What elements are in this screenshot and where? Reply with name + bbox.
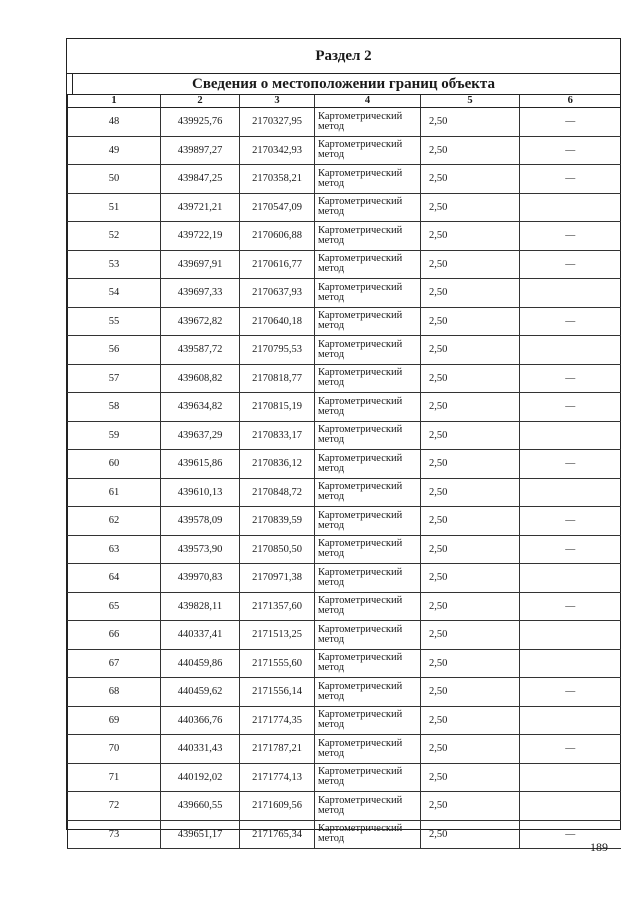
coordinate-x-cell: 439697,91: [161, 250, 240, 279]
table-row: [68, 108, 621, 137]
point-number-cell: 72: [68, 792, 161, 821]
description-cell: —: [520, 250, 621, 279]
method-cell: Картометрический метод: [315, 250, 421, 279]
table-row: [68, 763, 621, 792]
table-row: [68, 792, 621, 821]
point-number-cell: 66: [68, 621, 161, 650]
accuracy-cell: 2,50: [421, 763, 520, 792]
coordinate-x-cell: 439637,29: [161, 421, 240, 450]
column-header: 4: [315, 95, 421, 108]
method-cell: Картометрический метод: [315, 706, 421, 735]
accuracy-cell: 2,50: [421, 564, 520, 593]
coordinate-y-cell: 2170637,93: [240, 279, 315, 308]
description-cell: [520, 763, 621, 792]
coordinate-y-cell: 2171555,60: [240, 649, 315, 678]
coordinate-y-cell: 2170606,88: [240, 222, 315, 251]
coordinate-y-cell: 2171774,35: [240, 706, 315, 735]
coordinate-y-cell: 2170616,77: [240, 250, 315, 279]
accuracy-cell: 2,50: [421, 706, 520, 735]
accuracy-cell: 2,50: [421, 478, 520, 507]
point-number-cell: 61: [68, 478, 161, 507]
column-header: 5: [421, 95, 520, 108]
point-number-cell: 67: [68, 649, 161, 678]
point-number-cell: 52: [68, 222, 161, 251]
point-number-cell: 62: [68, 507, 161, 536]
description-cell: —: [520, 393, 621, 422]
table-body: [68, 108, 621, 849]
table-row: [68, 678, 621, 707]
description-cell: —: [520, 222, 621, 251]
table-row: [68, 507, 621, 536]
coordinate-x-cell: 439610,13: [161, 478, 240, 507]
coordinate-y-cell: 2171774,13: [240, 763, 315, 792]
method-cell: Картометрический метод: [315, 735, 421, 764]
accuracy-cell: 2,50: [421, 364, 520, 393]
page-number: 189: [590, 840, 608, 854]
accuracy-cell: 2,50: [421, 108, 520, 137]
description-cell: [520, 649, 621, 678]
method-cell: Картометрический метод: [315, 336, 421, 365]
method-cell: Картометрический метод: [315, 222, 421, 251]
description-cell: [520, 792, 621, 821]
description-cell: —: [520, 364, 621, 393]
description-cell: [520, 478, 621, 507]
description-cell: [520, 621, 621, 650]
accuracy-cell: 2,50: [421, 820, 520, 849]
coordinate-y-cell: 2170848,72: [240, 478, 315, 507]
point-number-cell: 49: [68, 136, 161, 165]
table-row: [68, 450, 621, 479]
coordinate-x-cell: 440337,41: [161, 621, 240, 650]
method-cell: Картометрический метод: [315, 507, 421, 536]
description-cell: —: [520, 592, 621, 621]
coordinate-y-cell: 2171513,25: [240, 621, 315, 650]
table-row: [68, 735, 621, 764]
description-cell: —: [520, 450, 621, 479]
table-row: [68, 393, 621, 422]
column-header: 2: [161, 95, 240, 108]
method-cell: Картометрический метод: [315, 621, 421, 650]
accuracy-cell: 2,50: [421, 393, 520, 422]
point-number-cell: 48: [68, 108, 161, 137]
boundary-coordinates-table: [67, 94, 621, 849]
description-cell: [520, 421, 621, 450]
accuracy-cell: 2,50: [421, 621, 520, 650]
point-number-cell: 58: [68, 393, 161, 422]
point-number-cell: 50: [68, 165, 161, 194]
coordinate-x-cell: 439828,11: [161, 592, 240, 621]
accuracy-cell: 2,50: [421, 421, 520, 450]
method-cell: Картометрический метод: [315, 421, 421, 450]
table-row: [68, 136, 621, 165]
coordinate-y-cell: 2171357,60: [240, 592, 315, 621]
coordinate-y-cell: 2170815,19: [240, 393, 315, 422]
coordinate-y-cell: 2170342,93: [240, 136, 315, 165]
coordinate-x-cell: 439897,27: [161, 136, 240, 165]
description-cell: —: [520, 108, 621, 137]
point-number-cell: 56: [68, 336, 161, 365]
point-number-cell: 65: [68, 592, 161, 621]
coordinate-x-cell: 439697,33: [161, 279, 240, 308]
coordinate-y-cell: 2170971,38: [240, 564, 315, 593]
accuracy-cell: 2,50: [421, 136, 520, 165]
method-cell: Картометрический метод: [315, 165, 421, 194]
coordinate-y-cell: 2170833,17: [240, 421, 315, 450]
table-header-row: [68, 95, 621, 108]
table-row: [68, 279, 621, 308]
description-cell: [520, 564, 621, 593]
accuracy-cell: 2,50: [421, 250, 520, 279]
point-number-cell: 68: [68, 678, 161, 707]
method-cell: Картометрический метод: [315, 763, 421, 792]
description-cell: —: [520, 136, 621, 165]
table-row: [68, 364, 621, 393]
divider: [72, 74, 73, 94]
section-title: Раздел 2: [67, 39, 620, 74]
description-cell: —: [520, 820, 621, 849]
coordinate-y-cell: 2170358,21: [240, 165, 315, 194]
coordinate-x-cell: 439672,82: [161, 307, 240, 336]
point-number-cell: 51: [68, 193, 161, 222]
accuracy-cell: 2,50: [421, 678, 520, 707]
description-cell: [520, 279, 621, 308]
table-row: [68, 535, 621, 564]
column-header: 6: [520, 95, 621, 108]
coordinate-y-cell: 2170327,95: [240, 108, 315, 137]
table-row: [68, 250, 621, 279]
point-number-cell: 60: [68, 450, 161, 479]
description-cell: [520, 193, 621, 222]
method-cell: Картометрический метод: [315, 450, 421, 479]
point-number-cell: 69: [68, 706, 161, 735]
method-cell: Картометрический метод: [315, 592, 421, 621]
description-cell: —: [520, 307, 621, 336]
accuracy-cell: 2,50: [421, 535, 520, 564]
coordinate-x-cell: 440459,86: [161, 649, 240, 678]
coordinate-x-cell: 440331,43: [161, 735, 240, 764]
accuracy-cell: 2,50: [421, 507, 520, 536]
column-header: 3: [240, 95, 315, 108]
table-row: [68, 421, 621, 450]
column-header: 1: [68, 95, 161, 108]
description-cell: [520, 336, 621, 365]
table-row: [68, 820, 621, 849]
description-cell: —: [520, 535, 621, 564]
method-cell: Картометрический метод: [315, 364, 421, 393]
point-number-cell: 59: [68, 421, 161, 450]
accuracy-cell: 2,50: [421, 592, 520, 621]
method-cell: Картометрический метод: [315, 307, 421, 336]
table-row: [68, 706, 621, 735]
coordinate-x-cell: 439587,72: [161, 336, 240, 365]
coordinate-x-cell: 439721,21: [161, 193, 240, 222]
method-cell: Картометрический метод: [315, 564, 421, 593]
document-frame: [66, 38, 621, 845]
point-number-cell: 54: [68, 279, 161, 308]
table-row: [68, 222, 621, 251]
point-number-cell: 57: [68, 364, 161, 393]
coordinate-x-cell: 439651,17: [161, 820, 240, 849]
table-row: [68, 193, 621, 222]
table-row: [68, 564, 621, 593]
coordinate-x-cell: 439970,83: [161, 564, 240, 593]
point-number-cell: 63: [68, 535, 161, 564]
point-number-cell: 70: [68, 735, 161, 764]
table-row: [68, 478, 621, 507]
table-row: [68, 592, 621, 621]
method-cell: Картометрический метод: [315, 193, 421, 222]
coordinate-y-cell: 2171556,14: [240, 678, 315, 707]
coordinate-x-cell: 440459,62: [161, 678, 240, 707]
method-cell: Картометрический метод: [315, 678, 421, 707]
method-cell: Картометрический метод: [315, 820, 421, 849]
accuracy-cell: 2,50: [421, 222, 520, 251]
accuracy-cell: 2,50: [421, 735, 520, 764]
description-cell: —: [520, 678, 621, 707]
coordinate-y-cell: 2170795,53: [240, 336, 315, 365]
description-cell: [520, 706, 621, 735]
coordinate-x-cell: 440366,76: [161, 706, 240, 735]
coordinate-y-cell: 2171765,34: [240, 820, 315, 849]
coordinate-x-cell: 439722,19: [161, 222, 240, 251]
coordinate-x-cell: 439615,86: [161, 450, 240, 479]
coordinate-x-cell: 439573,90: [161, 535, 240, 564]
point-number-cell: 64: [68, 564, 161, 593]
point-number-cell: 73: [68, 820, 161, 849]
coordinate-x-cell: 439634,82: [161, 393, 240, 422]
coordinate-y-cell: 2171787,21: [240, 735, 315, 764]
coordinate-y-cell: 2170839,59: [240, 507, 315, 536]
coordinate-x-cell: 439608,82: [161, 364, 240, 393]
coordinate-y-cell: 2170836,12: [240, 450, 315, 479]
method-cell: Картометрический метод: [315, 136, 421, 165]
point-number-cell: 53: [68, 250, 161, 279]
table-row: [68, 621, 621, 650]
coordinate-y-cell: 2170640,18: [240, 307, 315, 336]
accuracy-cell: 2,50: [421, 193, 520, 222]
accuracy-cell: 2,50: [421, 649, 520, 678]
coordinate-x-cell: 439578,09: [161, 507, 240, 536]
point-number-cell: 55: [68, 307, 161, 336]
description-cell: —: [520, 735, 621, 764]
accuracy-cell: 2,50: [421, 336, 520, 365]
accuracy-cell: 2,50: [421, 279, 520, 308]
table-row: [68, 336, 621, 365]
accuracy-cell: 2,50: [421, 450, 520, 479]
method-cell: Картометрический метод: [315, 792, 421, 821]
description-cell: —: [520, 507, 621, 536]
description-cell: —: [520, 165, 621, 194]
coordinate-y-cell: 2171609,56: [240, 792, 315, 821]
coordinate-y-cell: 2170818,77: [240, 364, 315, 393]
point-number-cell: 71: [68, 763, 161, 792]
coordinate-y-cell: 2170850,50: [240, 535, 315, 564]
accuracy-cell: 2,50: [421, 165, 520, 194]
coordinate-x-cell: 439660,55: [161, 792, 240, 821]
accuracy-cell: 2,50: [421, 792, 520, 821]
coordinate-x-cell: 440192,02: [161, 763, 240, 792]
table-row: [68, 649, 621, 678]
method-cell: Картометрический метод: [315, 279, 421, 308]
accuracy-cell: 2,50: [421, 307, 520, 336]
table-row: [68, 165, 621, 194]
method-cell: Картометрический метод: [315, 393, 421, 422]
method-cell: Картометрический метод: [315, 649, 421, 678]
coordinate-x-cell: 439847,25: [161, 165, 240, 194]
table-row: [68, 307, 621, 336]
method-cell: Картометрический метод: [315, 478, 421, 507]
section-subtitle: Сведения о местоположении границ объекта: [192, 76, 495, 92]
method-cell: Картометрический метод: [315, 108, 421, 137]
coordinate-x-cell: 439925,76: [161, 108, 240, 137]
coordinate-y-cell: 2170547,09: [240, 193, 315, 222]
method-cell: Картометрический метод: [315, 535, 421, 564]
